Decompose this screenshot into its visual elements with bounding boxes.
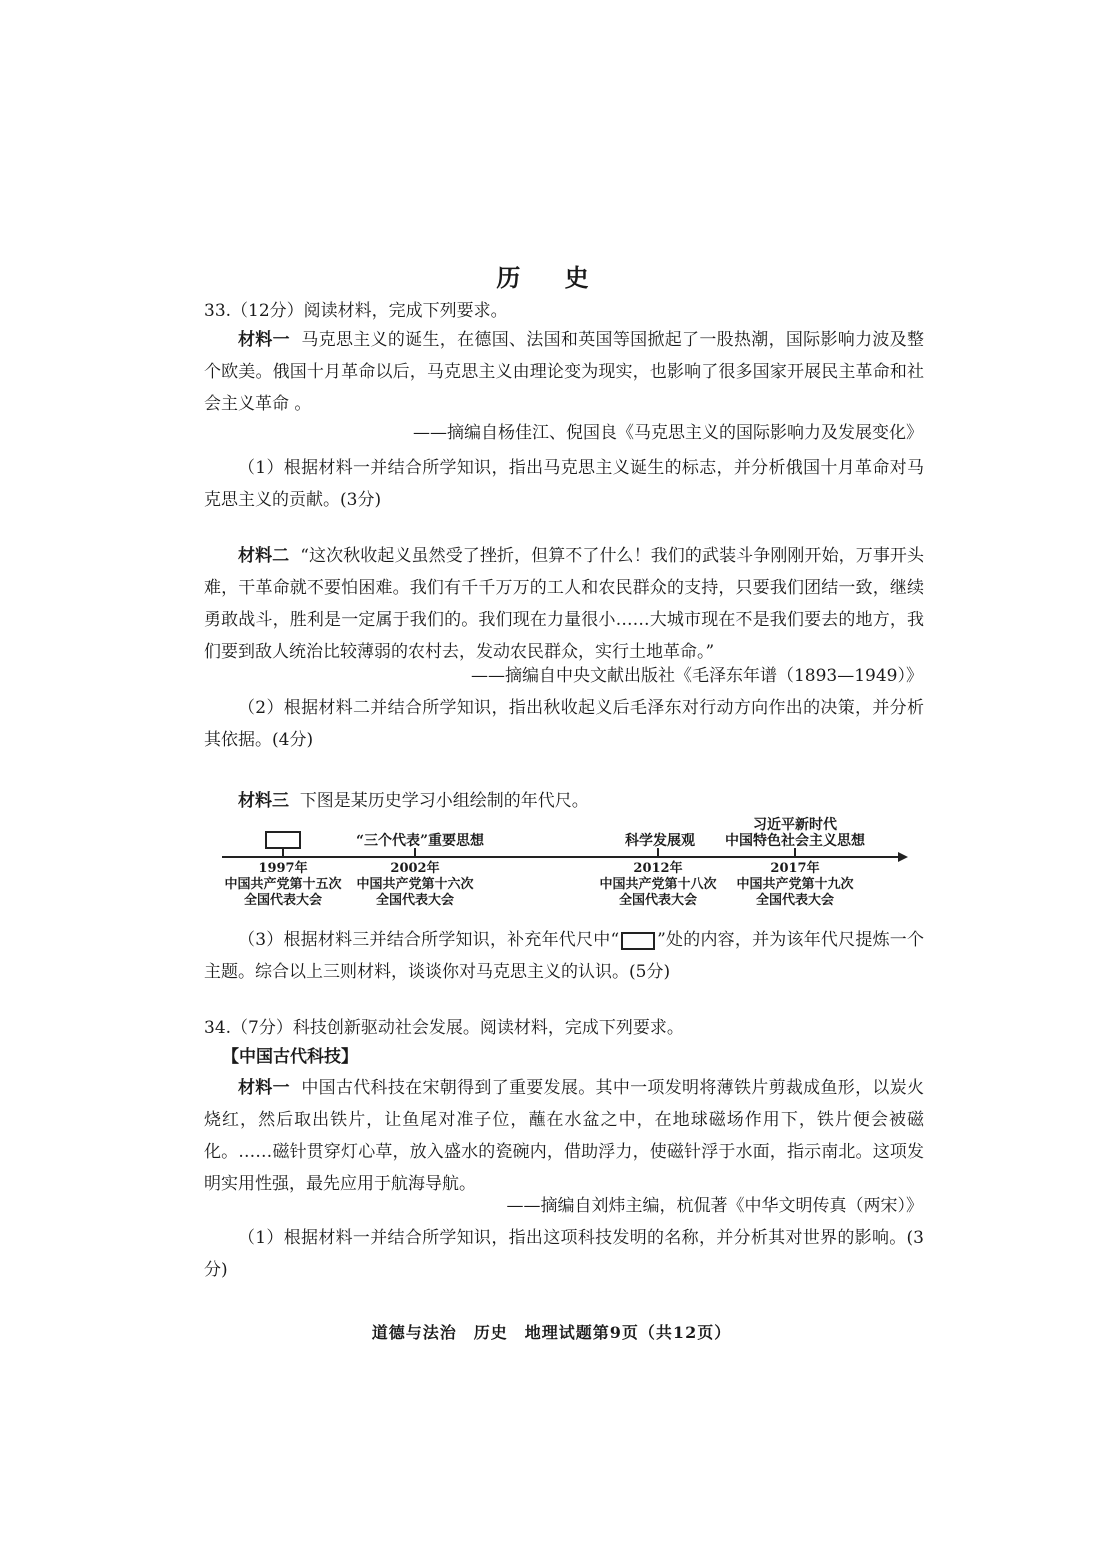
event-year: 2017年 bbox=[770, 861, 820, 876]
blank-box-icon bbox=[621, 932, 655, 950]
q34-m1-source: ——摘编自刘炜主编，杭侃著《中华文明传真（两宋）》 bbox=[506, 1196, 923, 1216]
q33-m2-label: 材料二 bbox=[238, 546, 290, 566]
q33-material-3 bbox=[204, 785, 924, 817]
q33-q3-part-b: ”处的内容，并为该年代尺提炼一个主题。综合以上三则材料，谈谈你对马克思主义的认识。(5分) bbox=[204, 930, 924, 982]
q33-m1-source: ——摘编自杨佳江、倪国良《马克思主义的国际影响力及发展变化》 bbox=[413, 423, 923, 443]
event-line1: 中国共产党第十八次 bbox=[599, 877, 717, 892]
event-line2: 全国代表大会 bbox=[618, 893, 697, 908]
q34-m1-label: 材料一 bbox=[238, 1078, 290, 1098]
timeline-label-xi-thought-2: 中国特色社会主义思想 bbox=[725, 833, 865, 849]
event-line2: 全国代表大会 bbox=[755, 893, 834, 908]
timeline-label-scientific-outlook: 科学发展观 bbox=[625, 833, 695, 849]
q33-question-3 bbox=[204, 924, 924, 988]
event-year: 2002年 bbox=[390, 861, 440, 876]
event-year: 2012年 bbox=[633, 861, 683, 876]
q33-material-1 bbox=[204, 324, 924, 420]
q33-q3-part-a: （3）根据材料三并结合所学知识，补充年代尺中“ bbox=[238, 930, 620, 950]
q33-m1-text: 马克思主义的诞生，在德国、法国和英国等国掀起了一股热潮，国际影响力波及整个欧美。俄国十月革命以后，马克思主义由理论变为现实，也影响了很多国家开展民主革命和社会主义革命 。 bbox=[204, 330, 925, 414]
timeline-event-2012 bbox=[598, 861, 718, 909]
event-line1: 中国共产党第十六次 bbox=[356, 877, 474, 892]
q33-header: 33.（12分）阅读材料，完成下列要求。 bbox=[204, 301, 508, 321]
timeline-label-xi-thought-1: 习近平新时代 bbox=[753, 817, 837, 833]
timeline-event-2017 bbox=[735, 861, 855, 909]
timeline-event-2002 bbox=[355, 861, 475, 909]
event-line1: 中国共产党第十九次 bbox=[736, 877, 854, 892]
q33-material-2 bbox=[204, 540, 924, 668]
q33-question-2: （2）根据材料二并结合所学知识，指出秋收起义后毛泽东对行动方向作出的决策，并分析其依据。(4分) bbox=[204, 698, 924, 750]
q34-header: 34.（7分）科技创新驱动社会发展。阅读材料，完成下列要求。 bbox=[204, 1018, 684, 1038]
section-title: 历 史 bbox=[496, 263, 607, 292]
q34-material-1 bbox=[204, 1072, 924, 1200]
q34-subheader: 【中国古代科技】 bbox=[222, 1047, 358, 1067]
q33-m2-source: ——摘编自中央文献出版社《毛泽东年谱（1893—1949）》 bbox=[470, 666, 923, 686]
event-year: 1997年 bbox=[258, 861, 308, 876]
timeline-label-three-represents: “三个代表”重要思想 bbox=[355, 833, 485, 849]
q33-m1-label: 材料一 bbox=[238, 330, 290, 350]
event-line1: 中国共产党第十五次 bbox=[224, 877, 342, 892]
q33-m3-label: 材料三 bbox=[238, 791, 289, 811]
q34-question-1: （1）根据材料一并结合所学知识，指出这项科技发明的名称，并分析其对世界的影响。(3分) bbox=[204, 1228, 924, 1280]
event-line2: 全国代表大会 bbox=[375, 893, 454, 908]
timeline-event-1997 bbox=[223, 861, 343, 909]
q33-question-1: （1）根据材料一并结合所学知识，指出马克思主义诞生的标志，并分析俄国十月革命对马克思主义的贡献。(3分) bbox=[204, 458, 924, 510]
event-line2: 全国代表大会 bbox=[243, 893, 322, 908]
page-footer: 道德与法治 历史 地理试题第9页（共12页） bbox=[371, 1323, 732, 1342]
q34-m1-text: 中国古代科技在宋朝得到了重要发展。其中一项发明将薄铁片剪裁成鱼形，以炭火烧红，然后取出铁片，让鱼尾对准子位，蘸在水盆之中，在地球磁场作用下，铁片便会被磁化。……磁针贯穿灯心草，放入盛水的瓷碗内，借助浮力，使磁针浮于水面，指示南北。这项发明实用性强，最先应用于航海导航。 bbox=[204, 1078, 925, 1194]
q33-m3-text: 下图是某历史学习小组绘制的年代尺。 bbox=[299, 791, 589, 811]
q33-m2-text: “这次秋收起义虽然受了挫折，但算不了什么！我们的武装斗争刚刚开始，万事开头难，干革命就不要怕困难。我们有千千万万的工人和农民群众的支持，只要我们团结一致，继续勇敢战斗，胜利是一定属于我们的。我们现在力量很小……大城市现在不是我们要去的地方，我们要到敌人统治比较薄弱的农村去，发动农民群众，实行土地革命。” bbox=[204, 546, 924, 662]
